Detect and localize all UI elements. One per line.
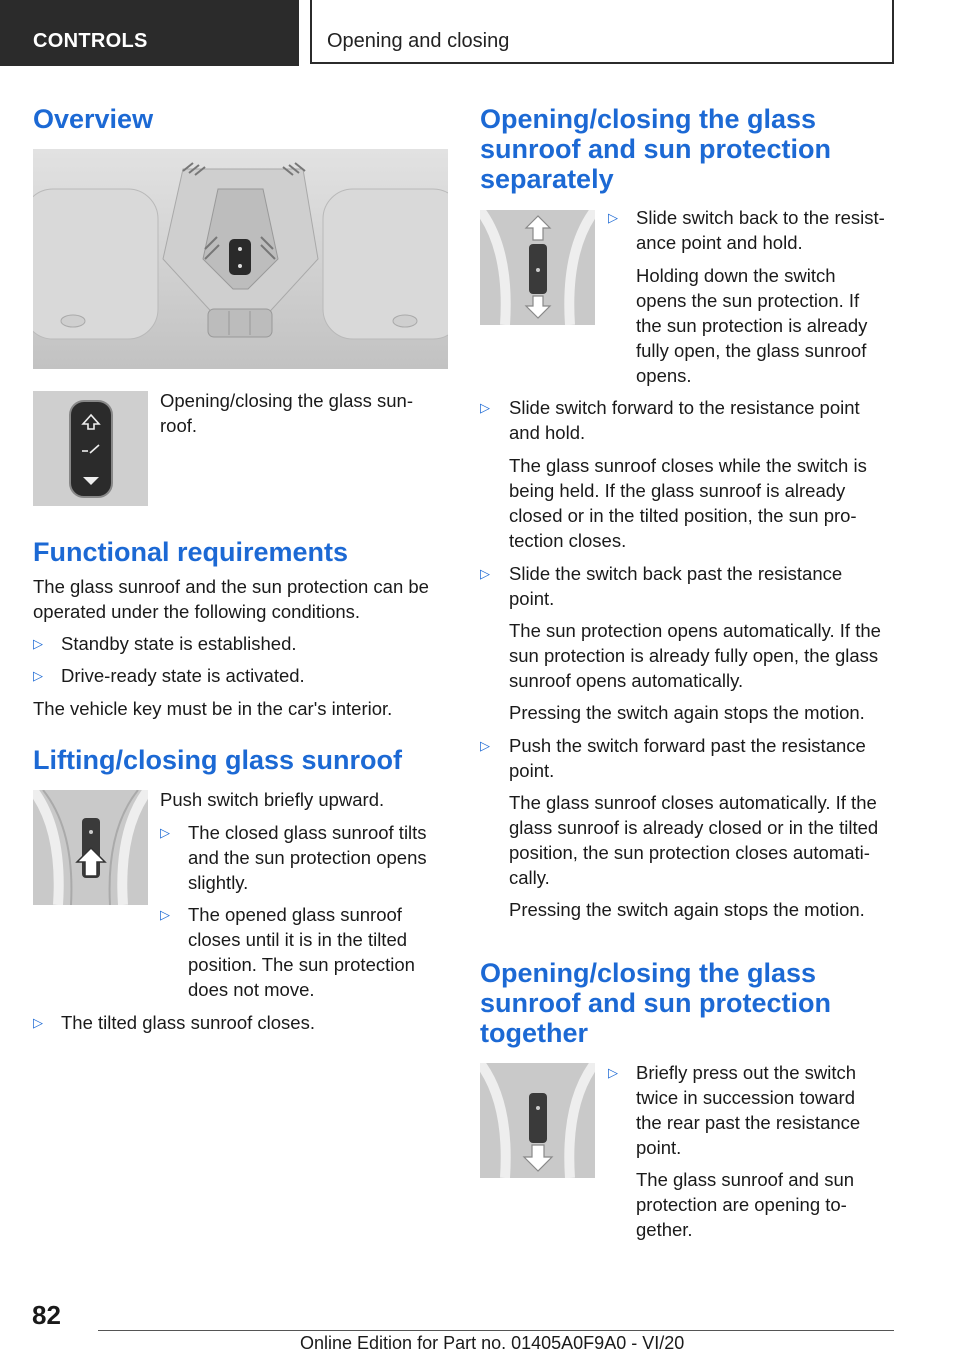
bullet-triangle-icon: ▷: [160, 907, 170, 922]
bullet-triangle-icon: ▷: [608, 210, 618, 225]
lifting-closing-heading: Lifting/closing glass sunroof: [33, 745, 403, 775]
separately-bullet-2-detail: The glass sunroof closes while the switch is being held. If the glass sunroof is already closed or in the tilted position, the sun pro- tection closes.: [509, 455, 867, 551]
slide-switch-image: [480, 210, 595, 325]
header-section-label: CONTROLS: [33, 30, 148, 52]
page-number: 82: [32, 1300, 61, 1330]
functional-requirements-heading: Functional requirements: [33, 537, 349, 567]
overview-heading: Overview: [33, 104, 154, 134]
separately-heading: Opening/closing the glass sunroof and sun protection separately: [480, 104, 831, 194]
lifting-intro: Push switch briefly upward.: [160, 789, 385, 810]
push-up-switch-image: [33, 790, 148, 905]
bullet-triangle-icon: ▷: [480, 566, 490, 581]
header-chapter-label: Opening and closing: [327, 30, 510, 52]
together-heading: Opening/closing the glass sunroof and sun protection together: [480, 958, 831, 1048]
switch-caption: Opening/closing the glass sun- roof.: [160, 390, 413, 436]
separately-bullet-3-stop: Pressing the switch again stops the motion.: [509, 702, 865, 723]
switch-closeup-image: [33, 391, 148, 506]
footer-edition: Online Edition for Part no. 01405A0F9A0 - VI/20: [300, 1333, 685, 1353]
functional-intro: The glass sunroof and the sun protection can be operated under the following conditions.: [33, 576, 429, 622]
bullet-triangle-icon: ▷: [33, 636, 43, 651]
header-chapter-box: [310, 0, 894, 64]
bullet-triangle-icon: ▷: [480, 738, 490, 753]
press-twice-switch-image: [480, 1063, 595, 1178]
together-bullet-1-detail: The glass sunroof and sun protection are opening to- gether.: [636, 1169, 855, 1240]
header-section-tab: [0, 0, 299, 66]
bullet-triangle-icon: ▷: [480, 400, 490, 415]
overview-image: [33, 149, 448, 369]
separately-bullet-4-stop: Pressing the switch again stops the motion.: [509, 899, 865, 920]
bullet-triangle-icon: ▷: [33, 668, 43, 683]
footer-divider: [98, 1330, 894, 1331]
separately-bullet-4-detail: The glass sunroof closes automatically. If the glass sunroof is already closed or in the tilted position, the sun protection closes automati- cally.: [509, 792, 879, 888]
bullet-triangle-icon: ▷: [608, 1065, 618, 1080]
bullet-triangle-icon: ▷: [160, 825, 170, 840]
functional-outro: The vehicle key must be in the car's interior.: [33, 698, 393, 719]
separately-bullet-3-detail: The sun protection opens automatically. If the sun protection is already fully open, the glass sunroof opens automatically.: [509, 620, 881, 691]
separately-bullet-1-detail: Holding down the switch opens the sun protection. If the sun protection is already fully open, the glass sunroof opens.: [636, 265, 868, 386]
bullet-triangle-icon: ▷: [33, 1015, 43, 1030]
